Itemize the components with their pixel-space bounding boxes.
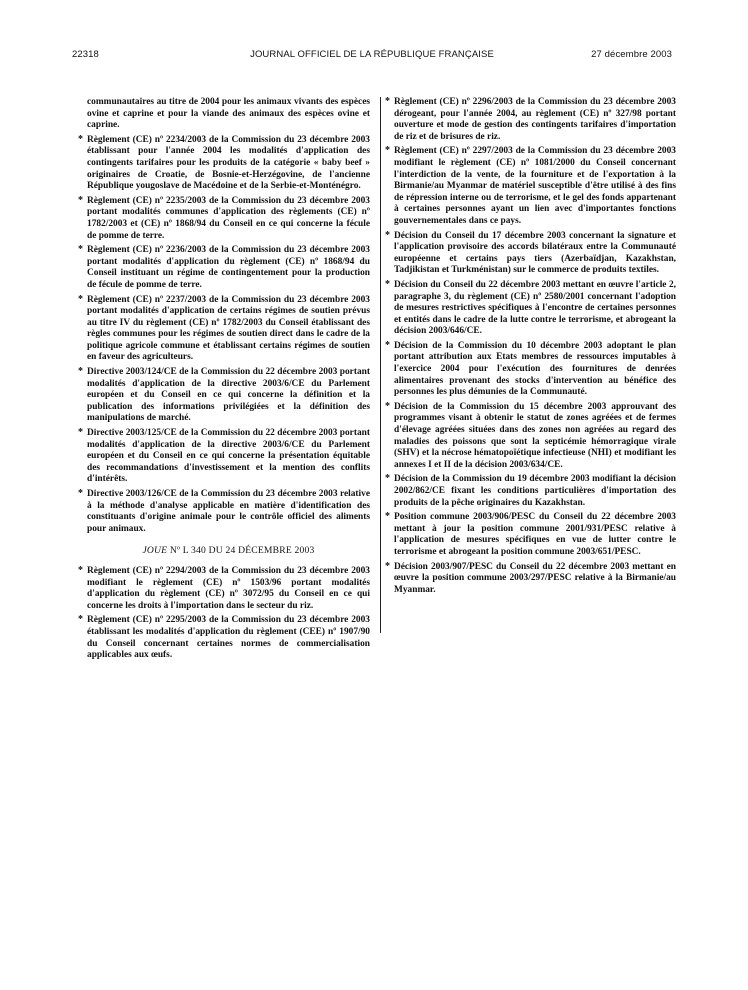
list-item: * Règlement (CE) nº 2237/2003 de la Commission du 23 décembre 2003 portant modalités d'application de certains régimes de soutien prévus au titre IV du règlement (CE) nº 1782/2003 du Conseil établissant des règles communes pour les régimes de soutien direct dans le cadre de la politique agricole commune et établissant certains régimes de soutien en faveur des agriculteurs.: [87, 295, 370, 365]
list-item: * Position commune 2003/906/PESC du Conseil du 22 décembre 2003 mettant à jour la position commune 2001/931/PESC relative à l'application de mesures spécifiques en vue de lutter contre le terrorisme et abrogeant la position commune 2003/651/PESC.: [394, 512, 676, 558]
page-number: 22318: [72, 49, 99, 60]
list-item: * Règlement (CE) nº 2294/2003 de la Commission du 23 décembre 2003 modifiant le règlement (CE) nº 1503/96 portant modalités d'application du règlement (CE) nº 3072/95 du Conseil en ce qui concerne les droits à l'importation dans le secteur du riz.: [87, 566, 370, 612]
section-heading: [87, 545, 370, 557]
section-heading-journal: JOUE: [142, 545, 168, 557]
list-item: * Règlement (CE) nº 2236/2003 de la Commission du 23 décembre 2003 portant modalités d'application du règlement (CE) nº 1868/94 du Conseil instituant un régime de contingentement pour la production de fécule de pomme de terre.: [87, 245, 370, 291]
list-item: * Décision de la Commission du 19 décembre 2003 modifiant la décision 2002/862/CE fixant les conditions particulières d'importation des produits de la pêche originaires du Kazakhstan.: [394, 474, 676, 509]
list-item: * Règlement (CE) nº 2296/2003 de la Commission du 23 décembre 2003 dérogeant, pour l'année 2004, au règlement (CE) nº 327/98 portant ouverture et mode de gestion des contingents tarifaires d'importation de riz et de brisures de riz.: [394, 97, 676, 143]
list-item: * Décision de la Commission du 10 décembre 2003 adoptant le plan portant attribution aux Etats membres de ressources imputables à l'exercice 2004 pour l'exécution des fournitures de denrées alimentaires provenant des stocks d'intervention au bénéfice des personnes les plus démunies de la Communauté.: [394, 341, 676, 399]
list-item: * Règlement (CE) nº 2234/2003 de la Commission du 23 décembre 2003 établissant pour l'année 2004 les modalités d'application des contingents tarifaires pour les produits de la catégorie « baby beef » originaires de Croatie, de Bosnie-et-Herzégovine, de l'ancienne République yougoslave de Macédoine et de la Serbie-et-Monténégro.: [87, 135, 370, 193]
list-item: * Règlement (CE) nº 2295/2003 de la Commission du 23 décembre 2003 établissant les modalités d'application du règlement (CEE) nº 1907/90 du Conseil concernant certaines normes de commercialisation applicables aux œufs.: [87, 615, 370, 661]
list-item: * Règlement (CE) nº 2235/2003 de la Commission du 23 décembre 2003 portant modalités communes d'application des règlements (CE) nº 1782/2003 et (CE) nº 1868/94 du Conseil en ce qui concerne la fécule de pomme de terre.: [87, 196, 370, 242]
list-item: * Règlement (CE) nº 2297/2003 de la Commission du 23 décembre 2003 modifiant le règlement (CE) nº 1081/2000 du Conseil concernant l'interdiction de la vente, de la fourniture et de l'exportation à la Birmanie/au Myanmar de matériel susceptible d'être utilisé à des fins de répression interne ou de terrorisme, et le gel des fonds appartenant à certaines personnes ayant un lien avec d'importantes fonctions gouvernementales dans ce pays.: [394, 146, 676, 227]
issue-date: 27 décembre 2003: [591, 49, 672, 60]
right-column: [394, 97, 676, 599]
left-column: [87, 97, 370, 665]
list-item: * Décision du Conseil du 22 décembre 2003 mettant en œuvre l'article 2, paragraphe 3, du règlement (CE) nº 2580/2001 concernant l'adoption de mesures restrictives spécifiques à l'encontre de certaines personnes et entités dans le cadre de la lutte contre le terrorisme, et abrogeant la décision 2003/646/CE.: [394, 280, 676, 338]
list-item: * Décision 2003/907/PESC du Conseil du 22 décembre 2003 mettant en œuvre la position commune 2003/297/PESC relative à la Birmanie/au Myanmar.: [394, 562, 676, 597]
list-item: * Décision de la Commission du 15 décembre 2003 approuvant des programmes visant à obtenir le statut de zones agréées et de fermes d'élevage agréées situées dans des zones non agréées au regard des maladies des poissons que sont la septicémie hémorragique virale (SHV) et la nécrose hématopoïétique infectieuse (NHI) et modifiant les annexes I et II de la décision 2003/634/CE.: [394, 402, 676, 472]
continuation-text: communautaires au titre de 2004 pour les animaux vivants des espèces ovine et caprine et pour la viande des animaux des espèces ovine et caprine.: [87, 97, 370, 131]
list-item: * Décision du Conseil du 17 décembre 2003 concernant la signature et l'application provisoire des accords bilatéraux entre la Communauté européenne et certains pays tiers (Azerbaïdjan, Kazakhstan, Tadjikistan et Turkménistan) sur le commerce de produits textiles.: [394, 231, 676, 277]
list-item: * Directive 2003/126/CE de la Commission du 23 décembre 2003 relative à la méthode d'analyse applicable en matière d'identification des constituants d'origine animale pour le contrôle officiel des aliments pour animaux.: [87, 489, 370, 535]
column-divider: [380, 97, 381, 633]
list-item: * Directive 2003/124/CE de la Commission du 22 décembre 2003 portant modalités d'application de la directive 2003/6/CE du Parlement européen et du Conseil en ce qui concerne la définition et la publication des informations privilégiées et la définition des manipulations de marché.: [87, 367, 370, 425]
list-item: * Directive 2003/125/CE de la Commission du 22 décembre 2003 portant modalités d'application de la directive 2003/6/CE du Parlement européen et du Conseil en ce qui concerne la présentation équitable des recommandations d'investissement et la mention des conflits d'intérêts.: [87, 428, 370, 486]
page-header: [72, 49, 672, 63]
journal-title: JOURNAL OFFICIEL DE LA RÉPUBLIQUE FRANÇAISE: [250, 49, 494, 60]
section-heading-issue: Nº L 340 DU 24 DÉCEMBRE 2003: [167, 545, 315, 557]
